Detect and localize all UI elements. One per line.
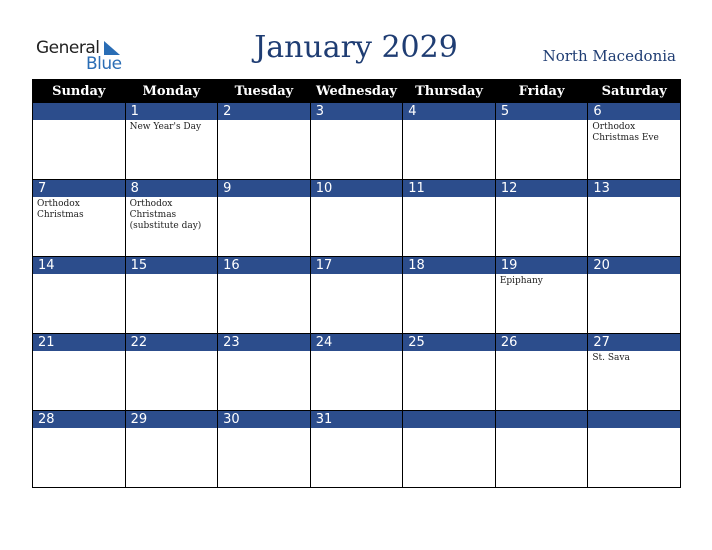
day-number: 10	[311, 180, 403, 197]
day-cell	[33, 257, 126, 334]
holiday-label: Epiphany	[499, 276, 543, 286]
day-number: 19	[496, 257, 588, 274]
day-cell	[218, 334, 311, 411]
day-cell	[495, 411, 588, 488]
day-number: 16	[218, 257, 310, 274]
day-cell	[403, 180, 496, 257]
day-number: 20	[588, 257, 680, 274]
day-number: 7	[33, 180, 125, 197]
weekday-header-row	[33, 80, 681, 103]
weekday-header: Monday	[125, 80, 218, 103]
holiday-label: Orthodox Christmas Eve	[592, 122, 659, 143]
day-number	[588, 411, 680, 428]
day-number: 28	[33, 411, 125, 428]
day-cell	[125, 180, 218, 257]
day-cell	[125, 257, 218, 334]
day-number: 30	[218, 411, 310, 428]
holiday-label: St. Sava	[592, 353, 630, 363]
day-number: 17	[311, 257, 403, 274]
weekday-header: Tuesday	[218, 80, 311, 103]
day-number: 4	[403, 103, 495, 120]
day-cell	[495, 257, 588, 334]
day-number	[403, 411, 495, 428]
weekday-header: Sunday	[33, 80, 126, 103]
day-cell	[125, 334, 218, 411]
day-cell	[495, 103, 588, 180]
day-cell	[310, 180, 403, 257]
day-number: 11	[403, 180, 495, 197]
logo-word-general: General	[36, 38, 100, 58]
day-cell	[218, 257, 311, 334]
day-cell	[588, 180, 681, 257]
day-cell	[33, 180, 126, 257]
day-cell	[310, 334, 403, 411]
day-cell	[495, 334, 588, 411]
day-cell	[588, 103, 681, 180]
day-number: 9	[218, 180, 310, 197]
day-number: 5	[496, 103, 588, 120]
holiday-label: Orthodox Christmas	[37, 199, 84, 220]
weekday-header: Saturday	[588, 80, 681, 103]
day-cell	[310, 103, 403, 180]
logo-word-blue: Blue	[86, 54, 122, 74]
day-cell	[310, 411, 403, 488]
day-number: 12	[496, 180, 588, 197]
day-number: 31	[311, 411, 403, 428]
day-cell	[588, 257, 681, 334]
week-row	[33, 334, 681, 411]
day-number: 3	[311, 103, 403, 120]
day-number: 15	[126, 257, 218, 274]
day-cell	[588, 334, 681, 411]
day-cell	[403, 257, 496, 334]
month-calendar	[32, 79, 681, 488]
day-number: 29	[126, 411, 218, 428]
day-number: 1	[126, 103, 218, 120]
day-cell	[403, 334, 496, 411]
day-cell	[310, 257, 403, 334]
week-row	[33, 411, 681, 488]
day-number: 2	[218, 103, 310, 120]
day-number	[33, 103, 125, 120]
country-label: North Macedonia	[542, 47, 676, 65]
day-number: 8	[126, 180, 218, 197]
day-number: 25	[403, 334, 495, 351]
day-number: 14	[33, 257, 125, 274]
day-number: 13	[588, 180, 680, 197]
weekday-header: Friday	[495, 80, 588, 103]
day-number: 18	[403, 257, 495, 274]
day-cell	[403, 411, 496, 488]
day-cell	[588, 411, 681, 488]
day-cell	[218, 411, 311, 488]
holiday-label: New Year's Day	[129, 122, 202, 132]
day-cell	[33, 334, 126, 411]
day-number: 24	[311, 334, 403, 351]
day-number: 21	[33, 334, 125, 351]
day-cell	[495, 180, 588, 257]
week-row	[33, 103, 681, 180]
calendar-title: January 2029	[254, 30, 458, 65]
day-number: 6	[588, 103, 680, 120]
day-cell	[218, 180, 311, 257]
weekday-header: Thursday	[403, 80, 496, 103]
day-cell	[33, 103, 126, 180]
day-cell	[218, 103, 311, 180]
day-number: 23	[218, 334, 310, 351]
day-cell	[125, 411, 218, 488]
week-row	[33, 180, 681, 257]
day-cell	[125, 103, 218, 180]
day-cell	[403, 103, 496, 180]
day-number	[496, 411, 588, 428]
day-number: 22	[126, 334, 218, 351]
holiday-label: Orthodox Christmas (substitute day)	[129, 199, 202, 231]
week-row	[33, 257, 681, 334]
day-number: 27	[588, 334, 680, 351]
weekday-header: Wednesday	[310, 80, 403, 103]
day-cell	[33, 411, 126, 488]
day-number: 26	[496, 334, 588, 351]
